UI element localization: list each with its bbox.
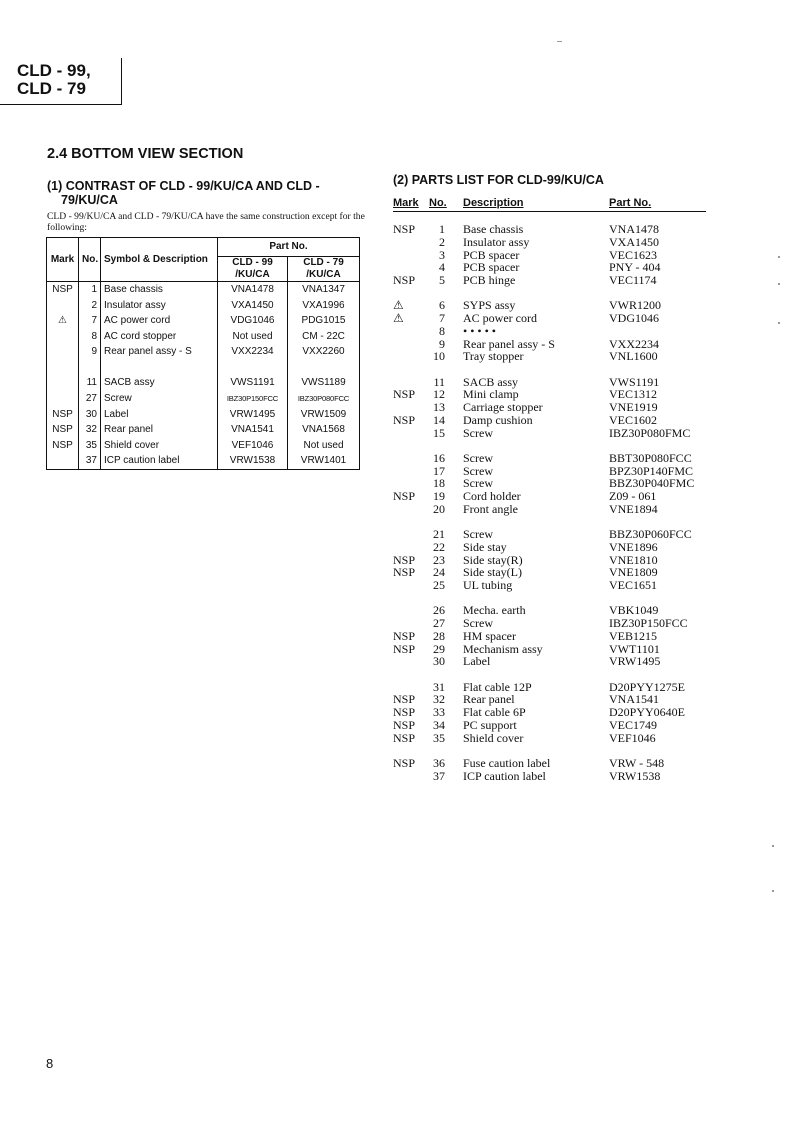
contrast-cell-cld79: PDG1015 <box>288 313 360 329</box>
parts-cell-description: Screw <box>463 463 493 478</box>
contrast-row <box>47 282 360 298</box>
parts-cell-mark: NSP <box>393 628 416 643</box>
parts-cell-part-no: IBZ30P150FCC <box>609 616 688 630</box>
parts-cell-no: 36 <box>433 755 445 770</box>
parts-cell-mark: NSP <box>393 565 416 580</box>
parts-cell-part-no: VNL1600 <box>609 349 658 364</box>
parts-cell-no: 6 <box>439 298 445 313</box>
contrast-cell-cld99: VDG1046 <box>218 313 288 329</box>
parts-cell-mark: NSP <box>393 412 416 427</box>
parts-row <box>393 630 723 643</box>
parts-cell-mark: NSP <box>393 489 416 503</box>
parts-cell-description: Insulator assy <box>463 234 530 249</box>
contrast-cell-cld79: VWS1189 <box>288 360 360 391</box>
parts-cell-description: Screw <box>463 425 493 440</box>
parts-header-description: Description <box>463 197 524 209</box>
contrast-note: CLD - 99/KU/CA and CLD - 79/KU/CA have the same construction except for the following: <box>47 211 365 233</box>
parts-cell-description: ICP caution label <box>463 768 546 783</box>
contrast-cell-cld99: VRW1538 <box>218 453 288 469</box>
col-header-part-no: Part No. <box>218 238 360 257</box>
parts-cell-part-no: VNE1919 <box>609 400 658 414</box>
parts-cell-part-no: VXA1450 <box>609 234 659 249</box>
parts-cell-mark: NSP <box>393 273 416 287</box>
parts-cell-description: Mini clamp <box>463 387 519 402</box>
contrast-cell-cld99: VEF1046 <box>218 438 288 454</box>
contrast-row <box>47 453 360 469</box>
contrast-cell-no: 11 <box>79 360 101 391</box>
parts-cell-no: 18 <box>433 476 445 491</box>
parts-cell-part-no: VNE1894 <box>609 501 658 516</box>
parts-cell-description: Side stay <box>463 539 507 554</box>
parts-cell-part-no: BBZ30P060FCC <box>609 527 692 541</box>
parts-cell-description: Cord holder <box>463 489 521 503</box>
parts-cell-no: 32 <box>433 692 445 707</box>
parts-cell-no: 28 <box>433 628 445 643</box>
parts-row <box>393 350 723 363</box>
contrast-cell-mark: NSP <box>47 422 79 438</box>
parts-cell-description: SYPS assy <box>463 298 516 313</box>
contrast-cell-no: 32 <box>79 422 101 438</box>
contrast-cell-description: Base chassis <box>101 282 218 298</box>
contrast-cell-mark: ⚠ <box>47 313 79 329</box>
parts-cell-description: Base chassis <box>463 222 524 236</box>
contrast-cell-cld99: Not used <box>218 329 288 345</box>
parts-cell-no: 1 <box>439 222 445 236</box>
parts-cell-description: PCB hinge <box>463 273 516 287</box>
parts-row <box>393 655 723 668</box>
parts-cell-no: 33 <box>433 705 445 719</box>
parts-list-heading: (2) PARTS LIST FOR CLD-99/KU/CA <box>393 173 604 187</box>
contrast-cell-cld99: IBZ30P150FCC <box>218 391 288 407</box>
parts-cell-description: Screw <box>463 527 493 541</box>
parts-cell-no: 27 <box>433 616 445 630</box>
parts-cell-part-no: VWR1200 <box>609 298 661 313</box>
contrast-cell-description: AC cord stopper <box>101 329 218 345</box>
contrast-cell-no: 8 <box>79 329 101 345</box>
parts-cell-part-no: VEC1602 <box>609 412 657 427</box>
parts-row <box>393 503 723 516</box>
parts-row <box>393 770 723 783</box>
parts-list <box>393 223 723 782</box>
contrast-row <box>47 391 360 407</box>
parts-cell-part-no: VNA1478 <box>609 222 659 236</box>
contrast-row <box>47 298 360 314</box>
scan-speck <box>557 41 562 42</box>
parts-cell-no: 34 <box>433 717 445 732</box>
parts-cell-part-no: D20PYY1275E <box>609 679 686 694</box>
parts-row <box>393 236 723 249</box>
parts-cell-mark: NSP <box>393 641 416 656</box>
contrast-row <box>47 344 360 360</box>
parts-cell-description: SACB assy <box>463 374 519 389</box>
contrast-cell-cld99: VXA1450 <box>218 298 288 314</box>
parts-row <box>393 757 723 770</box>
contrast-cell-mark: NSP <box>47 438 79 454</box>
parts-cell-part-no: IBZ30P080FMC <box>609 425 691 440</box>
parts-cell-description: Mecha. earth <box>463 603 526 618</box>
parts-cell-mark: ⚠ <box>393 311 404 325</box>
contrast-cell-mark <box>47 298 79 314</box>
parts-cell-no: 8 <box>439 323 445 338</box>
parts-cell-part-no: VEC1174 <box>609 273 657 287</box>
parts-cell-no: 13 <box>433 400 445 414</box>
parts-cell-part-no: VEC1623 <box>609 247 657 262</box>
parts-cell-part-no: VEC1651 <box>609 578 657 592</box>
parts-cell-part-no: VWT1101 <box>609 641 660 656</box>
parts-cell-description: Shield cover <box>463 730 524 745</box>
contrast-cell-cld79: VNA1568 <box>288 422 360 438</box>
parts-cell-part-no: VNA1541 <box>609 692 659 707</box>
parts-cell-part-no: VRW1538 <box>609 768 661 783</box>
parts-cell-description: Screw <box>463 450 493 465</box>
contrast-row <box>47 438 360 454</box>
page-number: 8 <box>46 1056 54 1071</box>
parts-cell-no: 3 <box>439 247 445 262</box>
parts-row <box>393 401 723 414</box>
parts-row <box>393 490 723 503</box>
parts-cell-no: 24 <box>433 565 445 580</box>
parts-cell-part-no: VEC1749 <box>609 717 657 732</box>
contrast-cell-description: Shield cover <box>101 438 218 454</box>
parts-cell-description: Screw <box>463 616 493 630</box>
parts-cell-no: 35 <box>433 730 445 745</box>
contrast-cell-description: AC power cord <box>101 313 218 329</box>
parts-row <box>393 541 723 554</box>
parts-row <box>393 325 723 338</box>
parts-cell-no: 15 <box>433 425 445 440</box>
parts-cell-no: 10 <box>433 349 445 364</box>
contrast-cell-mark <box>47 329 79 345</box>
parts-cell-part-no: VEB1215 <box>609 628 657 643</box>
parts-cell-no: 4 <box>439 260 445 275</box>
contrast-cell-mark <box>47 360 79 391</box>
col-header-cld79: CLD - 79 /KU/CA <box>288 257 360 282</box>
contrast-heading-line2: 79/KU/CA <box>61 193 118 207</box>
col-header-no: No. <box>79 238 101 282</box>
parts-cell-part-no: VWS1191 <box>609 374 660 389</box>
model-header-box <box>0 58 122 105</box>
parts-cell-part-no: VEC1312 <box>609 387 657 402</box>
parts-cell-description: Mechanism assy <box>463 641 543 656</box>
parts-cell-no: 21 <box>433 527 445 541</box>
parts-header-mark: Mark <box>393 197 419 209</box>
contrast-cell-cld79: VRW1509 <box>288 407 360 423</box>
contrast-cell-description: SACB assy <box>101 360 218 391</box>
contrast-cell-no: 37 <box>79 453 101 469</box>
contrast-cell-no: 27 <box>79 391 101 407</box>
parts-cell-no: 37 <box>433 768 445 783</box>
contrast-cell-mark <box>47 453 79 469</box>
parts-row <box>393 427 723 440</box>
contrast-cell-description: Label <box>101 407 218 423</box>
parts-cell-part-no: VNE1809 <box>609 565 658 580</box>
parts-cell-mark: NSP <box>393 692 416 707</box>
parts-cell-no: 20 <box>433 501 445 516</box>
parts-cell-mark: NSP <box>393 705 416 719</box>
parts-cell-description: Rear panel assy - S <box>463 336 555 351</box>
contrast-cell-mark: NSP <box>47 282 79 298</box>
parts-cell-description: PCB spacer <box>463 260 520 275</box>
contrast-row <box>47 329 360 345</box>
contrast-row <box>47 407 360 423</box>
parts-cell-description: PCB spacer <box>463 247 520 262</box>
parts-cell-mark: NSP <box>393 552 416 567</box>
parts-cell-part-no: VRW1495 <box>609 654 661 669</box>
scan-speck <box>778 322 780 324</box>
parts-row <box>393 617 723 630</box>
contrast-row <box>47 313 360 329</box>
parts-cell-part-no: BPZ30P140FMC <box>609 463 694 478</box>
parts-cell-description: PC support <box>463 717 517 732</box>
contrast-row <box>47 422 360 438</box>
parts-cell-part-no: Z09 - 061 <box>609 489 657 503</box>
parts-row <box>393 452 723 465</box>
parts-cell-no: 25 <box>433 578 445 592</box>
parts-row <box>393 732 723 745</box>
parts-row <box>393 223 723 236</box>
parts-row <box>393 579 723 592</box>
parts-header-no: No. <box>429 197 447 209</box>
parts-cell-no: 2 <box>439 234 445 249</box>
parts-cell-mark: NSP <box>393 387 416 402</box>
parts-cell-part-no: VBK1049 <box>609 603 659 618</box>
contrast-cell-mark <box>47 344 79 360</box>
parts-cell-mark: NSP <box>393 755 416 770</box>
contrast-cell-cld79: VNA1347 <box>288 282 360 298</box>
contrast-cell-cld99: VXX2234 <box>218 344 288 360</box>
contrast-cell-no: 9 <box>79 344 101 360</box>
parts-header-part-no: Part No. <box>609 197 652 209</box>
parts-row <box>393 706 723 719</box>
parts-cell-part-no: VXX2234 <box>609 336 659 351</box>
parts-cell-part-no: VNE1896 <box>609 539 658 554</box>
col-header-mark: Mark <box>47 238 79 282</box>
parts-cell-description: Tray stopper <box>463 349 524 364</box>
contrast-heading <box>47 179 347 207</box>
parts-cell-no: 22 <box>433 539 445 554</box>
parts-row <box>393 274 723 287</box>
parts-cell-mark: ⚠ <box>393 298 404 313</box>
parts-cell-part-no: VDG1046 <box>609 311 659 325</box>
parts-cell-description: Flat cable 6P <box>463 705 526 719</box>
parts-cell-part-no: PNY - 404 <box>609 260 661 275</box>
parts-cell-no: 17 <box>433 463 445 478</box>
contrast-table <box>46 237 360 470</box>
contrast-cell-cld99: VNA1478 <box>218 282 288 298</box>
col-header-symbol: Symbol & Description <box>101 238 218 282</box>
col-header-cld99: CLD - 99 /KU/CA <box>218 257 288 282</box>
contrast-cell-mark: NSP <box>47 407 79 423</box>
contrast-cell-description: Rear panel assy - S <box>101 344 218 360</box>
parts-row <box>393 414 723 427</box>
parts-cell-no: 12 <box>433 387 445 402</box>
parts-cell-description: AC power cord <box>463 311 537 325</box>
contrast-cell-description: Screw <box>101 391 218 407</box>
parts-list-header <box>393 197 706 212</box>
contrast-cell-no: 7 <box>79 313 101 329</box>
parts-cell-part-no: BBT30P080FCC <box>609 450 692 465</box>
parts-row <box>393 312 723 325</box>
model-name-line1: CLD - 99, <box>17 61 91 80</box>
contrast-cell-cld79: Not used <box>288 438 360 454</box>
parts-cell-mark: NSP <box>393 222 416 236</box>
section-title: 2.4 BOTTOM VIEW SECTION <box>47 146 244 162</box>
parts-cell-part-no: VEF1046 <box>609 730 656 745</box>
parts-cell-part-no: BBZ30P040FMC <box>609 476 695 491</box>
contrast-cell-description: ICP caution label <box>101 453 218 469</box>
parts-cell-description: Front angle <box>463 501 518 516</box>
parts-cell-no: 19 <box>433 489 445 503</box>
parts-cell-no: 9 <box>439 336 445 351</box>
parts-cell-no: 29 <box>433 641 445 656</box>
contrast-cell-no: 2 <box>79 298 101 314</box>
parts-cell-description: Flat cable 12P <box>463 679 532 694</box>
contrast-cell-description: Insulator assy <box>101 298 218 314</box>
contrast-cell-cld79: VRW1401 <box>288 453 360 469</box>
contrast-cell-cld99: VWS1191 <box>218 360 288 391</box>
parts-cell-part-no: D20PYY0640E <box>609 705 686 719</box>
parts-cell-description: Screw <box>463 476 493 491</box>
parts-cell-description: Side stay(R) <box>463 552 523 567</box>
parts-cell-mark: NSP <box>393 730 416 745</box>
contrast-cell-no: 1 <box>79 282 101 298</box>
scan-speck <box>772 845 774 847</box>
parts-cell-no: 26 <box>433 603 445 618</box>
parts-cell-no: 5 <box>439 273 445 287</box>
parts-cell-no: 7 <box>439 311 445 325</box>
contrast-heading-line1: (1) CONTRAST OF CLD - 99/KU/CA AND CLD - <box>47 179 320 193</box>
parts-cell-part-no: VRW - 548 <box>609 755 665 770</box>
parts-cell-description: Side stay(L) <box>463 565 522 580</box>
parts-row <box>393 528 723 541</box>
model-name-line2: CLD - 79 <box>17 79 86 98</box>
parts-cell-no: 30 <box>433 654 445 669</box>
parts-cell-description: HM spacer <box>463 628 516 643</box>
parts-cell-no: 31 <box>433 679 445 694</box>
scan-speck <box>772 890 774 892</box>
parts-cell-description: • • • • • <box>463 323 497 338</box>
contrast-cell-cld99: VNA1541 <box>218 422 288 438</box>
contrast-cell-cld99: VRW1495 <box>218 407 288 423</box>
parts-cell-description: UL tubing <box>463 578 513 592</box>
contrast-cell-cld79: VXA1996 <box>288 298 360 314</box>
parts-cell-description: Carriage stopper <box>463 400 543 414</box>
contrast-row <box>47 360 360 391</box>
parts-cell-description: Fuse caution label <box>463 755 551 770</box>
contrast-cell-description: Rear panel <box>101 422 218 438</box>
contrast-cell-cld79: IBZ30P080FCC <box>288 391 360 407</box>
contrast-cell-no: 35 <box>79 438 101 454</box>
contrast-cell-mark <box>47 391 79 407</box>
contrast-cell-cld79: VXX2260 <box>288 344 360 360</box>
contrast-cell-no: 30 <box>79 407 101 423</box>
parts-row <box>393 719 723 732</box>
parts-cell-mark: NSP <box>393 717 416 732</box>
parts-cell-no: 14 <box>433 412 445 427</box>
scan-speck <box>778 256 780 258</box>
parts-cell-no: 11 <box>433 374 445 389</box>
scan-speck <box>778 283 780 285</box>
contrast-table-body <box>47 282 360 470</box>
parts-cell-description: Damp cushion <box>463 412 533 427</box>
parts-cell-description: Rear panel <box>463 692 515 707</box>
parts-cell-part-no: VNE1810 <box>609 552 658 567</box>
parts-cell-description: Label <box>463 654 491 669</box>
parts-cell-no: 16 <box>433 450 445 465</box>
parts-cell-no: 23 <box>433 552 445 567</box>
contrast-cell-cld79: CM - 22C <box>288 329 360 345</box>
